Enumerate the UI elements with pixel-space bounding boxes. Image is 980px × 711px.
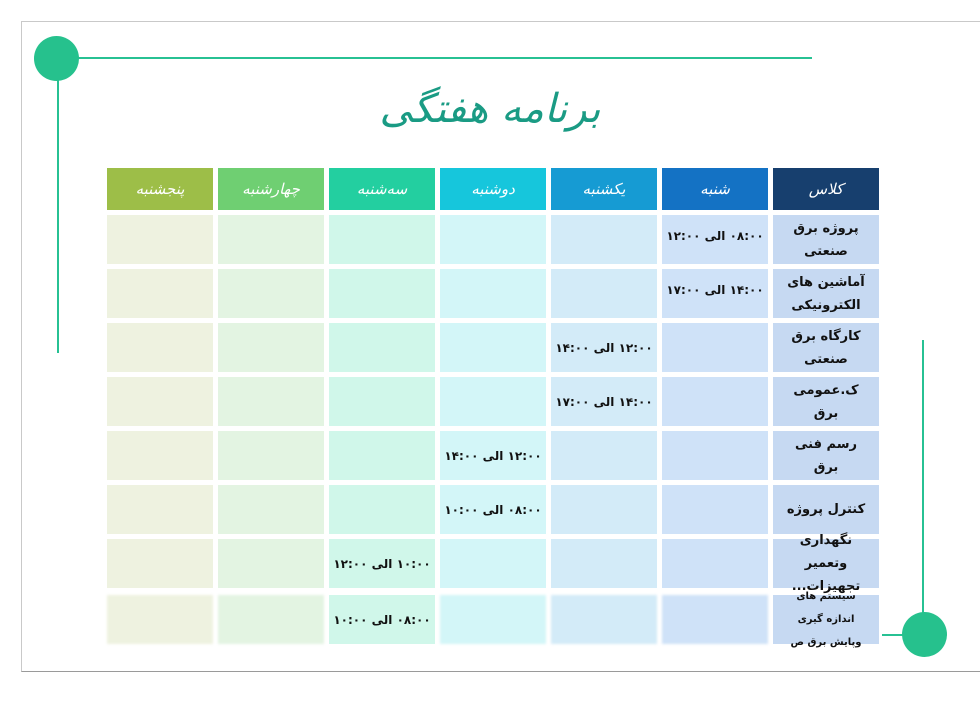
schedule-cell [329,323,435,372]
schedule-cell [329,377,435,426]
top-accent-line [58,57,812,59]
schedule-cell [551,539,657,588]
schedule-cell [218,539,324,588]
schedule-cell [440,595,546,644]
time-slot: ۱۰:۰۰ الی ۱۲:۰۰ [333,556,431,571]
class-name: نگهداری وتعمیر تجهیزات... [791,533,861,594]
header-sat: شنبه [662,168,768,210]
class-label-cell [773,431,879,480]
time-slot: ۰۸:۰۰ الی ۱۰:۰۰ [333,612,431,627]
header-class: کلاس [773,168,879,210]
class-name: کنترل پروژه [786,502,866,517]
schedule-cell [551,323,657,372]
schedule-cell [107,539,213,588]
schedule-cell [329,539,435,588]
top-left-dot [34,36,79,81]
class-label-cell [773,215,879,264]
schedule-cell [662,431,768,480]
schedule-cell [662,539,768,588]
schedule-cell [662,595,768,644]
class-label-cell [773,269,879,318]
class-label-cell [773,533,879,594]
schedule-cell [107,485,213,534]
schedule-cell [662,377,768,426]
schedule-cell [107,323,213,372]
header-mon: دوشنبه [440,168,546,210]
left-accent-line [57,59,59,353]
time-slot: ۱۴:۰۰ الی ۱۷:۰۰ [555,394,653,409]
schedule-cell [551,595,657,644]
header-wed: چهارشنبه [218,168,324,210]
class-name: ک.عمومی برق [793,382,859,421]
schedule-cell [662,215,768,264]
schedule-cell [440,485,546,534]
class-label-cell [773,377,879,426]
header-thu: پنجشنبه [107,168,213,210]
schedule-cell [551,215,657,264]
schedule-cell [551,431,657,480]
schedule-cell [440,539,546,588]
schedule-cell [107,431,213,480]
schedule-cell [218,215,324,264]
schedule-cell [329,431,435,480]
class-name: پروژه برق صنعتی [793,220,859,259]
schedule-cell [551,269,657,318]
schedule-cell [440,431,546,480]
schedule-cell [662,485,768,534]
schedule-cell [107,269,213,318]
time-slot: ۰۸:۰۰ الی ۱۰:۰۰ [444,502,542,517]
class-name: آماشین های الکترونیکی [787,274,865,313]
right-accent-line [922,340,924,634]
schedule-cell [551,485,657,534]
class-name: کارگاه برق صنعتی [791,328,861,367]
schedule-cell [440,377,546,426]
class-label-cell [773,323,879,372]
bottom-right-dot [902,612,947,657]
page-title: برنامه هفتگی [379,86,601,132]
time-slot: ۱۲:۰۰ الی ۱۴:۰۰ [444,448,542,463]
schedule-cell [218,377,324,426]
schedule-cell [218,323,324,372]
time-slot: ۱۴:۰۰ الی ۱۷:۰۰ [666,283,764,297]
schedule-cell [329,269,435,318]
schedule-cell [440,269,546,318]
class-name: رسم فنی برق [795,436,857,475]
schedule-cell [440,323,546,372]
schedule-cell [107,377,213,426]
schedule-cell [662,323,768,372]
class-name: سیستم های اندازه گیری وپایش برق ص [790,591,862,648]
class-label-cell [773,485,879,534]
schedule-cell [218,595,324,644]
schedule-cell [662,269,768,318]
header-sun: یکشنبه [551,168,657,210]
schedule-cell [107,595,213,644]
schedule-cell [551,377,657,426]
header-tue: سه‌شنبه [329,168,435,210]
class-label-cell [773,591,879,648]
time-slot: ۰۸:۰۰ الی ۱۲:۰۰ [666,229,764,243]
schedule-cell [218,431,324,480]
schedule-cell [218,269,324,318]
schedule-cell [329,595,435,644]
schedule-cell [440,215,546,264]
schedule-cell [329,215,435,264]
schedule-cell [107,215,213,264]
time-slot: ۱۲:۰۰ الی ۱۴:۰۰ [555,340,653,355]
schedule-cell [218,485,324,534]
schedule-cell [329,485,435,534]
